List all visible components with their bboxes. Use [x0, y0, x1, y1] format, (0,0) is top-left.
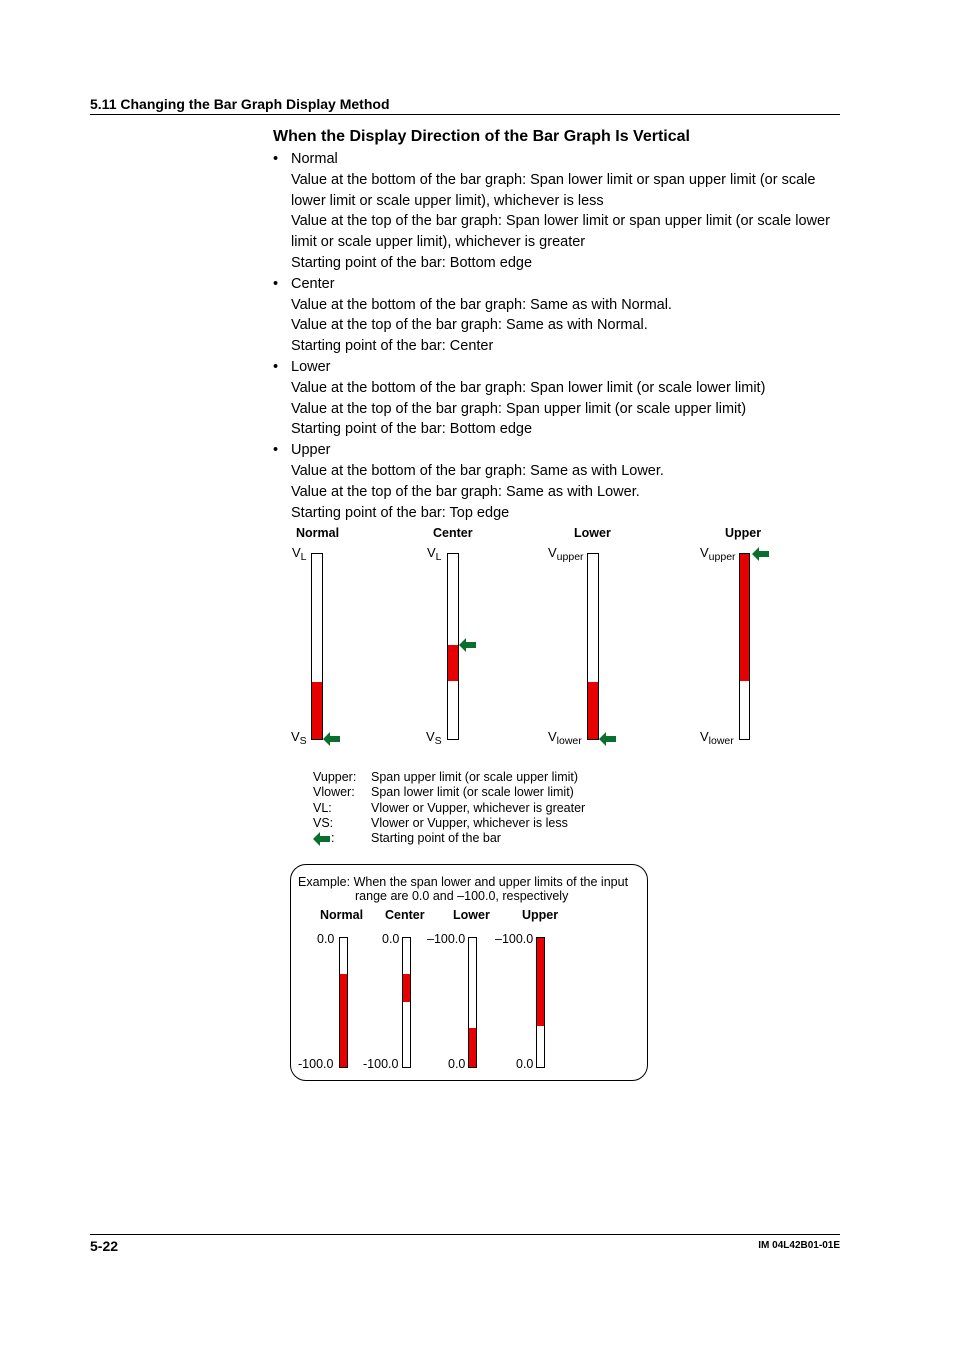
item-line: Value at the top of the bar graph: Span lower limit or span upper limit (or scale lower limit or scale upper limit), whichever is greater — [291, 213, 830, 251]
label-vlower: $V_{lower}$ — [700, 729, 734, 747]
bar-fill — [537, 938, 544, 1026]
example-text: range are 0.0 and –100.0, respectively — [355, 889, 569, 903]
example-bottom-value: 0.0 — [448, 1057, 466, 1071]
item-line: Starting point of the bar: Top edge — [291, 504, 510, 521]
legend-key: Vupper: — [313, 770, 357, 784]
legend-desc: Vlower or Vupper, whichever is greater — [371, 801, 586, 815]
section-heading: When the Display Direction of the Bar Graph Is Vertical — [273, 128, 690, 145]
example-top-value: 0.0 — [317, 932, 335, 946]
bullet: • — [273, 275, 279, 292]
item-title: Center — [291, 275, 335, 292]
header-rule — [90, 114, 840, 115]
start-arrow-icon — [752, 547, 770, 561]
label-vupper: $V_{upper}$ — [700, 545, 736, 563]
legend-key: VL: — [313, 801, 332, 815]
diagram-title-lower: Lower — [574, 526, 611, 540]
example-text: Example: When the span lower and upper limits of the input — [298, 875, 629, 889]
start-arrow-icon — [313, 832, 331, 846]
label-vl: $V_L$ — [427, 545, 442, 563]
item-line: Value at the bottom of the bar graph: Span lower limit or span upper limit (or scale lower limit or scale upper limit), whichever is less — [291, 171, 816, 209]
label-vlower: $V_{lower}$ — [548, 729, 582, 747]
page-number: 5-22 — [90, 1238, 119, 1254]
bar-lower — [587, 553, 599, 740]
diagram-title-center: Center — [433, 526, 473, 540]
item-title: Upper — [291, 442, 331, 459]
list-item-center — [273, 274, 843, 357]
example-bar-upper — [536, 937, 545, 1068]
bar-fill — [403, 974, 410, 1002]
bar-fill — [340, 974, 347, 1067]
bullet: • — [273, 151, 279, 167]
list-item-normal — [273, 149, 843, 274]
bar-fill — [469, 1028, 476, 1067]
bar-fill — [740, 554, 749, 681]
item-line: Value at the bottom of the bar graph: Same as with Lower. — [291, 462, 664, 479]
item-line: Value at the top of the bar graph: Same as with Normal. — [291, 317, 648, 334]
example-title-center: Center — [385, 908, 425, 922]
footer-rule — [90, 1234, 840, 1235]
legend-desc: Vlower or Vupper, whichever is less — [371, 816, 568, 830]
example-title-upper: Upper — [522, 908, 559, 922]
example-bottom-value: -100.0 — [298, 1057, 334, 1071]
start-arrow-icon — [599, 732, 617, 746]
example-bar-center — [402, 937, 411, 1068]
doc-id: IM 04L42B01-01E — [758, 1240, 840, 1251]
label-vs: $V_S$ — [291, 729, 307, 747]
bullet-list — [273, 149, 843, 523]
list-item-lower — [273, 357, 843, 440]
bar-fill — [588, 682, 598, 739]
example-title-lower: Lower — [453, 908, 490, 922]
legend-desc: Starting point of the bar — [371, 831, 501, 845]
bar-center — [447, 553, 459, 740]
legend-key: : — [331, 831, 335, 845]
item-line: Starting point of the bar: Center — [291, 338, 494, 355]
example-top-value: –100.0 — [495, 932, 534, 946]
example-bottom-value: -100.0 — [363, 1057, 399, 1071]
item-line: Starting point of the bar: Bottom edge — [291, 254, 533, 271]
item-line: Value at the top of the bar graph: Same as with Lower. — [291, 483, 640, 500]
example-top-value: –100.0 — [427, 932, 466, 946]
start-arrow-icon — [323, 732, 341, 746]
legend-desc: Span lower limit (or scale lower limit) — [371, 785, 574, 799]
section-header: 5.11 Changing the Bar Graph Display Method — [90, 96, 390, 112]
legend-key: Vlower: — [313, 785, 355, 799]
label-vs: $V_S$ — [426, 729, 442, 747]
bullet: • — [273, 442, 279, 459]
bullet: • — [273, 358, 279, 375]
item-line: Value at the bottom of the bar graph: Same as with Normal. — [291, 296, 672, 313]
item-line: Value at the bottom of the bar graph: Span lower limit (or scale lower limit) — [291, 379, 766, 396]
bar-upper — [739, 553, 750, 740]
example-bar-normal — [339, 937, 348, 1068]
bar-normal — [311, 553, 323, 740]
list-item-upper — [273, 440, 843, 523]
example-bottom-value: 0.0 — [516, 1057, 534, 1071]
bar-fill — [312, 682, 322, 739]
diagram-title-normal: Normal — [296, 526, 340, 540]
bar-fill — [448, 645, 458, 681]
example-top-value: 0.0 — [382, 932, 400, 946]
start-arrow-icon — [459, 638, 477, 652]
item-title: Normal — [291, 151, 338, 167]
legend-desc: Span upper limit (or scale upper limit) — [371, 770, 579, 784]
item-line: Starting point of the bar: Bottom edge — [291, 421, 533, 438]
example-bar-lower — [468, 937, 477, 1068]
item-title: Lower — [291, 358, 331, 375]
example-title-normal: Normal — [320, 908, 364, 922]
item-line: Value at the top of the bar graph: Span upper limit (or scale upper limit) — [291, 400, 747, 417]
label-vupper: $V_{upper}$ — [548, 545, 584, 563]
diagram-title-upper: Upper — [725, 526, 762, 540]
label-vl: $V_L$ — [292, 545, 307, 563]
legend-key: VS: — [313, 816, 334, 830]
